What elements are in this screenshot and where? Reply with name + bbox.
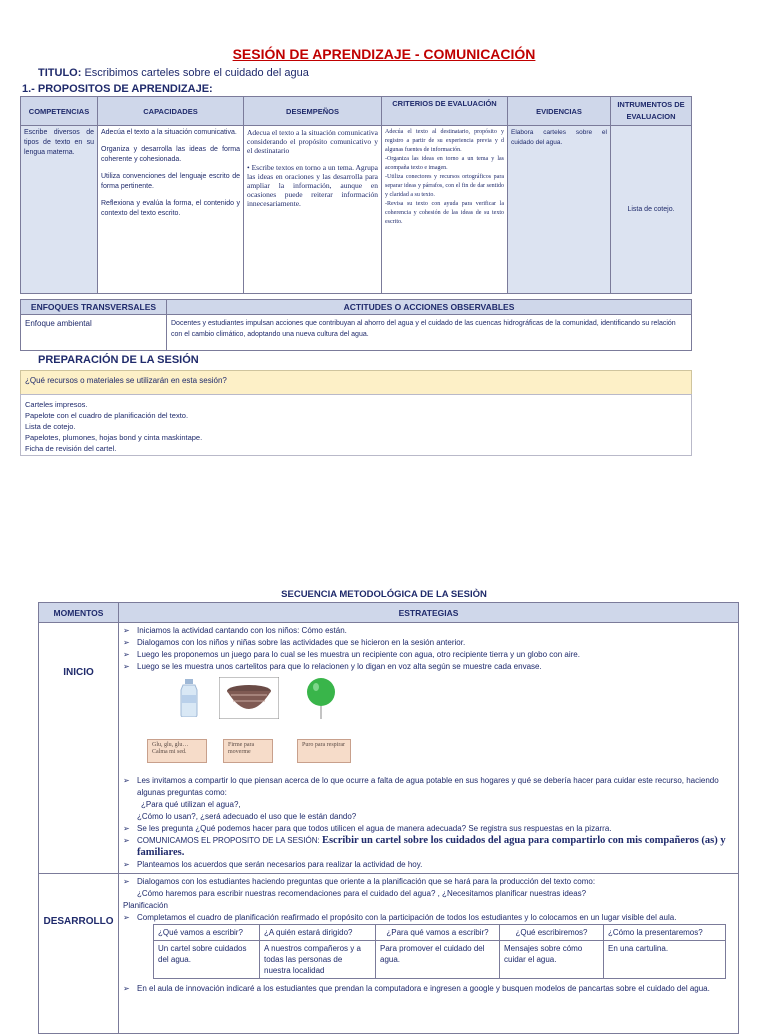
resources-question-box [20,370,692,395]
question-line: ¿Cómo haremos para escribir nuestras recomendaciones para el cuidado del agua? , ¿Necesitamos planificar nuestras ideas? [137,889,587,898]
cell-enfoque: Enfoque ambiental [21,315,167,351]
header-competencias: COMPETENCIAS [21,97,98,126]
list-item: ➢ Luego se les muestra unos cartelitos para que lo relacionen y lo digan en voz alta según se muestre cada envase. [123,662,542,671]
cell-criterios [382,126,508,294]
list-item: ➢ Dialogamos con los niños y niñas sobre las actividades que se hicieron en la sesión anterior. [123,638,466,647]
desarrollo-strategies [119,874,739,1034]
header-desempenos: DESEMPEÑOS [244,97,382,126]
soil-bowl-icon [219,677,279,719]
proposito-item: ➢ COMUNICAMOS EL PROPOSITO DE LA SESIÓN: Escribir un cartel sobre los cuidados del agua para compartirlo con mis compañeros (as) y familiares. [123,835,726,858]
capacidad-item: Utiliza convenciones del lenguaje escrito de forma pertinente. [101,173,240,190]
criterio-item: -Organiza las ideas en torno a un tema y las acompaña texto e imagen. [385,156,504,171]
cell-actitud: Docentes y estudiantes impulsan acciones que contribuyan al ahorro del agua y el cuidado de las cuencas hidrográficas de la comunidad, identificando su relación con el cambio climático, adoptando una nueva cultura del agua. [167,315,692,351]
criterio-item: -Utiliza conectores y recursos ortográficos para separar ideas y párrafos, con el fin de dar sentido y claridad a su texto. [385,174,504,198]
header-evidencias: EVIDENCIAS [508,97,611,126]
cell-evidencias: Elabora carteles sobre el cuidado del agua. [508,126,611,294]
illustration-area [123,673,734,775]
plan-value: Un cartel sobre cuidados del agua. [154,941,260,979]
plan-value: A nuestros compañeros y a todas las personas de nuestra localidad [260,941,376,979]
cell-desempenos [244,126,382,294]
criterio-item: Adecúa el texto al destinatario, propósito y registro a partir de su experiencia previa y d algunas fuentes de información. [385,129,504,153]
criterio-item: -Revisa su texto con ayuda para verificar la coherencia y cohesión de las ideas de su texto escrito. [385,201,504,225]
resource-item: Ficha de revisión del cartel. [25,444,117,453]
session-title-line [38,67,309,79]
list-item: ➢ Iniciamos la actividad cantando con los niños: Cómo están. [123,626,347,635]
arrow-bullet-icon: ➢ [123,626,130,635]
list-item: ➢ Planteamos los acuerdos que serán necesarios para realizar la actividad de hoy. [123,860,423,869]
list-item: ➢ Les invitamos a compartir lo que piensan acerca de lo que ocurre a falta de agua potable en sus hogares y qué se debería hacer para cuidar este recurso, haciendo algunas preguntas como: [123,776,719,797]
arrow-bullet-icon: ➢ [123,913,130,922]
balloon-icon [305,677,337,719]
resources-list [20,394,692,456]
list-item: ➢ Se les pregunta ¿Qué podemos hacer para que todos utilicen el agua de manera adecuada? Se registra sus respuestas en la pizarra. [123,824,612,833]
arrow-bullet-icon: ➢ [123,836,130,845]
resource-item: Lista de cotejo. [25,422,76,431]
plan-header: ¿A quién estará dirigido? [260,925,376,941]
list-item: ➢ Completamos el cuadro de planificación reafirmado el propósito con la participación de todos los estudiantes y lo colocamos en un lugar visible del aula. [123,913,677,922]
arrow-bullet-icon: ➢ [123,776,130,785]
header-actitudes: ACTITUDES O ACCIONES OBSERVABLES [167,300,692,315]
moment-inicio: INICIO [39,623,119,874]
list-item: ➢ Dialogamos con los estudiantes haciendo preguntas que oriente a la planificación que se hará para la producción del texto como: [123,877,596,886]
preparacion-heading: PREPARACIÓN DE LA SESIÓN [38,354,199,366]
planning-table [153,924,726,979]
propositos-table [20,96,692,294]
arrow-bullet-icon: ➢ [123,984,130,993]
moment-desarrollo: DESARROLLO [39,874,119,1034]
plan-header: ¿Qué vamos a escribir? [154,925,260,941]
resource-item: Papelotes, plumones, hojas bond y cinta maskintape. [25,433,203,442]
enfoques-table [20,299,692,351]
header-criterios: CRITERIOS DE EVALUACIÓN [382,97,508,126]
question-line: ¿Para qué utilizan el agua?, [141,800,241,809]
header-enfoques: ENFOQUES TRANSVERSALES [21,300,167,315]
list-item: ➢ Luego les proponemos un juego para lo cual se les muestra un recipiente con agua, otro recipiente tierra y un globo con aire. [123,650,580,659]
arrow-bullet-icon: ➢ [123,860,130,869]
desempeno-item: Adecua el texto a la situación comunicativa considerando el propósito comunicativo y el destinatario [247,128,378,155]
water-bottle-icon [177,679,201,717]
header-estrategias: ESTRATEGIAS [119,603,739,623]
planificacion-label: Planificación [123,901,168,910]
titulo-label: TITULO: [38,67,82,79]
label-card-soil: Firme para moverme [223,739,273,763]
proposito-text: Escribir un cartel sobre los cuidados del agua para compartirlo con mis compañeros (as) y familiares. [137,835,726,858]
plan-value: Mensajes sobre cómo cuidar el agua. [500,941,604,979]
list-item: ➢ En el aula de innovación indicaré a los estudiantes que prendan la computadora e ingresen a google y busquen modelos de pancartas sobre el cuidado del agua. [123,984,710,993]
resources-question: ¿Qué recursos o materiales se utilizarán en esta sesión? [25,376,227,385]
resource-item: Carteles impresos. [25,400,88,409]
plan-header: ¿Qué escribiremos? [500,925,604,941]
inicio-strategies [119,623,739,874]
plan-header: ¿Cómo la presentaremos? [604,925,726,941]
secuencia-table [38,602,739,1034]
capacidad-item: Adecúa el texto a la situación comunicativa. [101,129,237,136]
capacidad-item: Reflexiona y evalúa la forma, el contenido y contexto del texto escrito. [101,200,240,217]
arrow-bullet-icon: ➢ [123,824,130,833]
capacidad-item: Organiza y desarrolla las ideas de forma coherente y cohesionada. [101,146,240,163]
arrow-bullet-icon: ➢ [123,650,130,659]
question-line: ¿Cómo lo usan?, ¿será adecuado el uso que le están dando? [137,812,357,821]
label-card-air: Puro para respirar [297,739,351,763]
secuencia-heading: SECUENCIA METODOLÓGICA DE LA SESIÒN [281,589,487,600]
cell-instrumentos: Lista de cotejo. [611,126,692,294]
arrow-bullet-icon: ➢ [123,662,130,671]
page-title: SESIÓN DE APRENDIZAJE - COMUNICACIÓN [232,46,536,62]
header-momentos: MOMENTOS [39,603,119,623]
cell-competencia: Escribe diversos de tipos de texto en su lengua materna. [21,126,98,294]
plan-value: Para promover el cuidado del agua. [376,941,500,979]
section-propositos-heading: 1.- PROPOSITOS DE APRENDIZAJE: [22,83,213,95]
arrow-bullet-icon: ➢ [123,638,130,647]
header-instrumentos: INTRUMENTOS DE EVALUACION [611,97,692,126]
header-capacidades: CAPACIDADES [98,97,244,126]
resource-item: Papelote con el cuadro de planificación del texto. [25,411,189,420]
arrow-bullet-icon: ➢ [123,877,130,886]
titulo-text: Escribimos carteles sobre el cuidado del agua [84,67,309,79]
label-card-water: Glu, glu, glu… Calma mi sed. [147,739,207,763]
cell-capacidades [98,126,244,294]
desempeno-item: • Escribe textos en torno a un tema. Agrupa las ideas en oraciones y las desarrolla para ampliar la información, aunque en ocasiones puede reiterar información innecesariamente. [247,163,378,208]
plan-header: ¿Para qué vamos a escribir? [376,925,500,941]
plan-value: En una cartulina. [604,941,726,979]
